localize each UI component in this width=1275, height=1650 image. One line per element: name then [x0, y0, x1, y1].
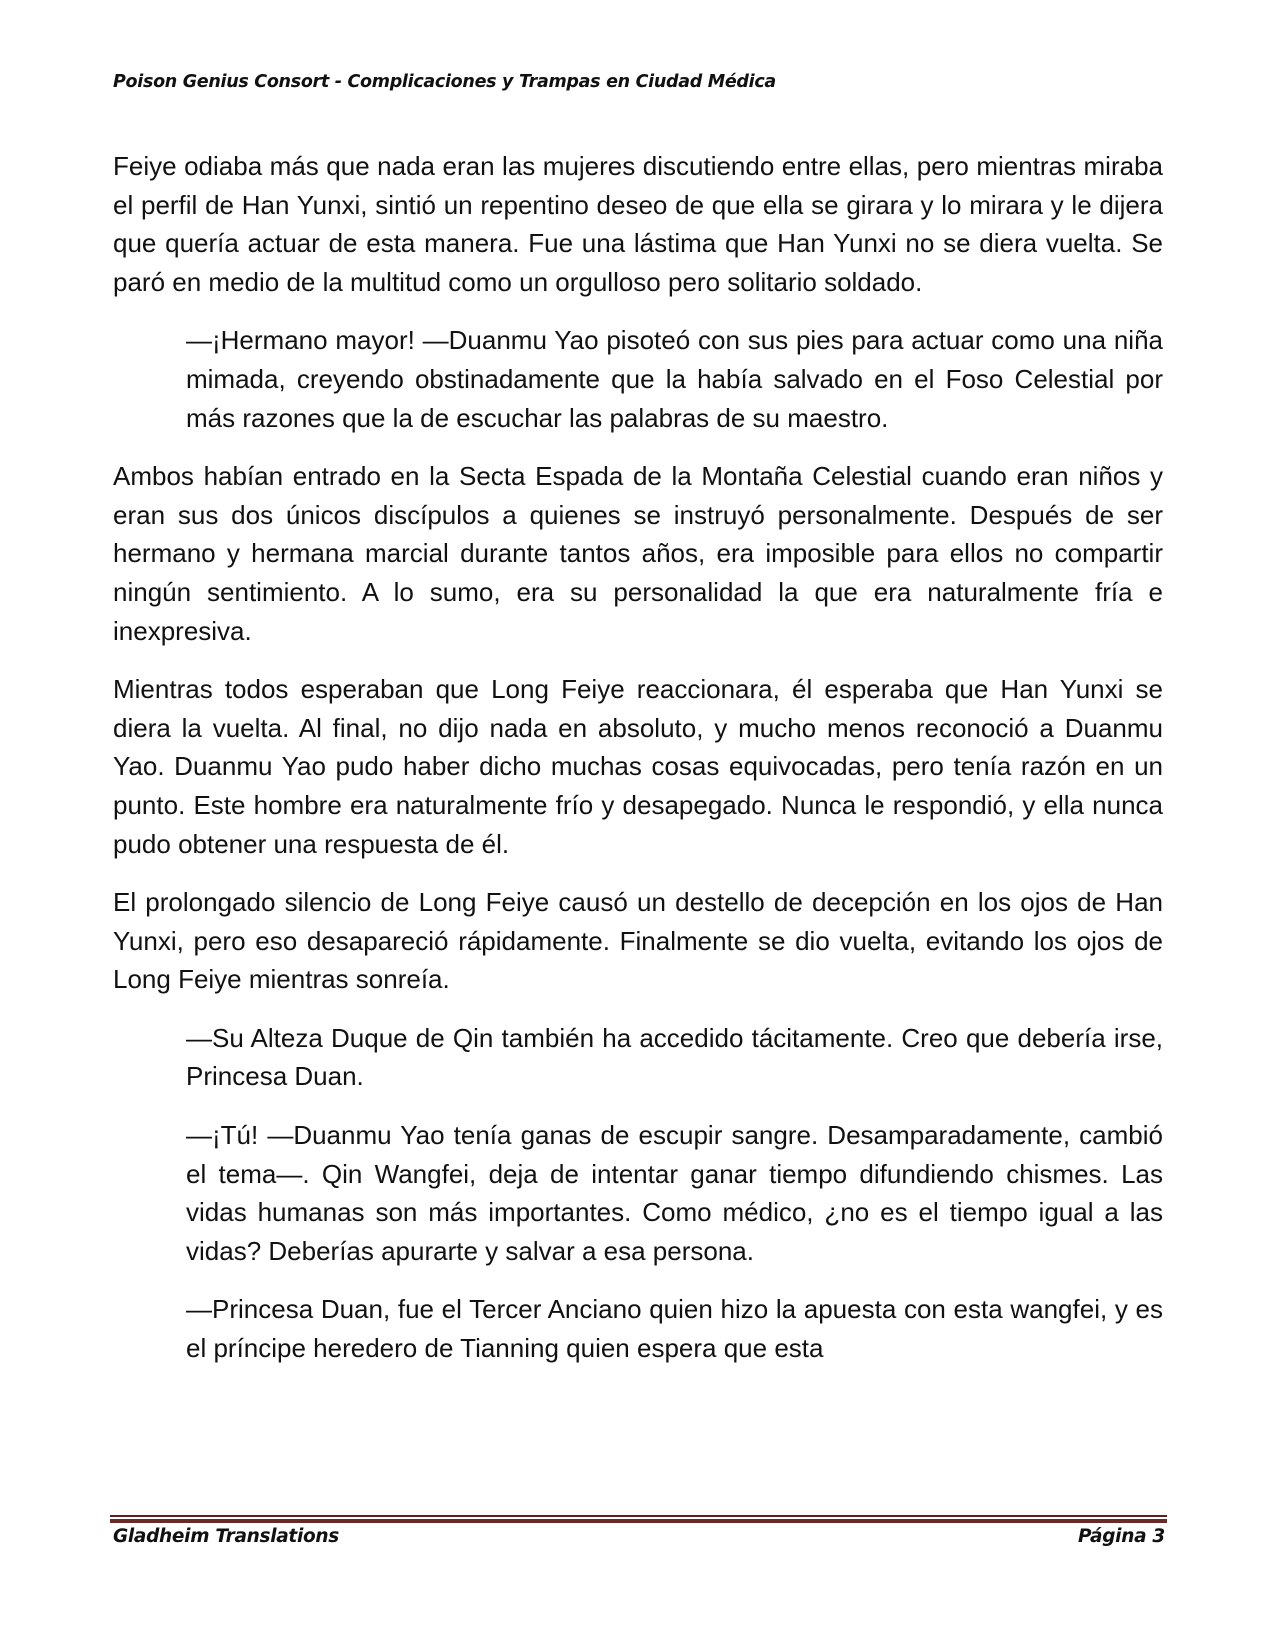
paragraph: Mientras todos esperaban que Long Feiye reaccionara, él esperaba que Han Yunxi se diera la vuelta. Al final, no dijo nada en absoluto, y mucho menos reconoció a Duanmu Yao. Duanmu Yao pudo haber dicho muchas cosas equivocadas, pero tenía razón en un punto. Este hombre era naturalmente frío y desapegado. Nunca le respondió, y ella nunca pudo obtener una respuesta de él. [113, 674, 1163, 859]
footer-page-number: Página 3 [1077, 1526, 1165, 1547]
dialog-paragraph: —Su Alteza Duque de Qin también ha accedido tácitamente. Creo que debería irse, Princesa Duan. [186, 1022, 1163, 1092]
paragraph: El prolongado silencio de Long Feiye causó un destello de decepción en los ojos de Han Yunxi, pero eso desapareció rápidamente. Finalmente se dio vuelta, evitando los ojos de Long Feiye mientras sonreía. [113, 887, 1163, 995]
page-body [113, 147, 1163, 1388]
paragraph: Ambos habían entrado en la Secta Espada de la Montaña Celestial cuando eran niños y eran sus dos únicos discípulos a quienes se instruyó personalmente. Después de ser hermano y hermana marcial durante tantos años, era imposible para ellos no compartir ningún sentimiento. A lo sumo, era su personalidad la que era naturalmente fría e inexpresiva. [113, 461, 1163, 646]
dialog-paragraph: —¡Tú! —Duanmu Yao tenía ganas de escupir sangre. Desamparadamente, cambió el tema—. Qin Wangfei, deja de intentar ganar tiempo difundiendo chismes. Las vidas humanas son más importantes. Como médico, ¿no es el tiempo igual a las vidas? Deberías apurarte y salvar a esa persona. [186, 1120, 1163, 1266]
paragraph: Feiye odiaba más que nada eran las mujeres discutiendo entre ellas, pero mientras miraba el perfil de Han Yunxi, sintió un repentino deseo de que ella se girara y lo mirara y le dijera que quería actuar de esta manera. Fue una lástima que Han Yunxi no se diera vuelta. Se paró en medio de la multitud como un orgulloso pero solitario soldado. [113, 151, 1163, 297]
dialog-paragraph: —Princesa Duan, fue el Tercer Anciano quien hizo la apuesta con esta wangfei, y es el príncipe heredero de Tianning quien espera que esta [186, 1294, 1163, 1364]
footer-divider-thick-line [110, 1519, 1167, 1523]
page-header-title: Poison Genius Consort - Complicaciones y Trampas en Ciudad Médica [113, 72, 776, 92]
footer-divider-thin-line [110, 1515, 1167, 1517]
footer-divider [110, 1515, 1167, 1523]
dialog-paragraph: —¡Hermano mayor! —Duanmu Yao pisoteó con sus pies para actuar como una niña mimada, creyendo obstinadamente que la había salvado en el Foso Celestial por más razones que la de escuchar las palabras de su maestro. [186, 325, 1163, 433]
footer-publisher: Gladheim Translations [113, 1526, 340, 1547]
